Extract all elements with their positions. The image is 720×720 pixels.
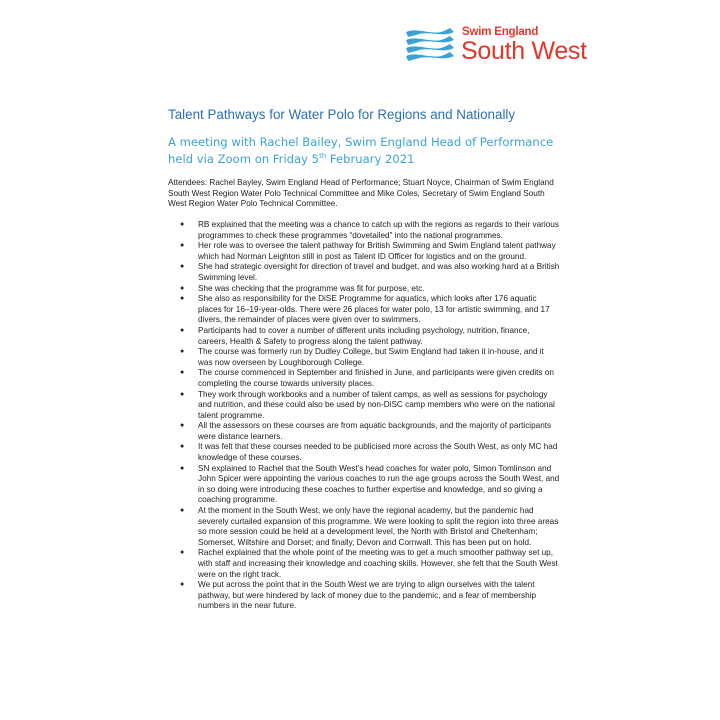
list-item-text: SN explained to Rachel that the South West’s head coaches for water polo, Simon Tomlinson and John Spicer were appointing the various coaches to run the age groups across the South West, and in so doing were introducing these coaches to further expertise and knowledge, and so giving a coaching programme. — [198, 463, 560, 505]
subtitle-date-suffix: th — [319, 151, 327, 160]
list-item-text: The course commenced in September and finished in June, and participants were given credits on completing the course towards university places. — [198, 368, 554, 388]
list-item — [168, 368, 560, 389]
list-item-text: The course was formerly run by Dudley College, but Swim England had taken it in-house, and it was now overseen by Loughborough College. — [198, 347, 544, 367]
list-item-text: Her role was to oversee the talent pathway for British Swimming and Swim England talent pathway which had Norman Leighton still in post as Talent ID Officer for logistics and on the ground. — [198, 241, 556, 261]
bullet-icon: ● — [180, 464, 185, 472]
logo-main-text: South West — [461, 37, 587, 65]
list-item-text: We put across the point that in the South West we are trying to align ourselves with the talent pathway, but were hindered by lack of money due to the pandemic, and a fear of membership numbers in the near future. — [198, 580, 537, 611]
bullet-icon: ● — [180, 443, 185, 451]
list-item-text: RB explained that the meeting was a chance to catch up with the regions as regards to their various programmes to check these programmes “dovetailed” into the national programmes. — [198, 220, 559, 240]
list-item — [168, 421, 560, 442]
list-item — [168, 294, 560, 326]
logo-top-text: Swim England — [462, 26, 539, 38]
subtitle-line-2 — [168, 151, 588, 168]
attendees-paragraph: Attendees: Rachel Bayley, Swim England Head of Performance; Stuart Noyce, Chairman of Swim England South West Region Water Polo Technical Committee and Mike Coles, Secretary of Swim England South West Region Water Polo Technical Committee. — [168, 178, 554, 209]
bullet-icon: ● — [180, 549, 185, 557]
bullet-icon: ● — [180, 221, 185, 228]
bullet-icon: ● — [180, 295, 185, 303]
list-item-text: Participants had to cover a number of different units including psychology, nutrition, finance, careers, Health & Safety to progress along the talent pathway. — [198, 325, 530, 346]
subtitle-date-rest: February 2021 — [326, 151, 415, 166]
subtitle-line-1: A meeting with Rachel Bailey, Swim England Head of Performance — [168, 135, 554, 149]
list-item — [168, 326, 560, 347]
list-item — [168, 548, 560, 580]
list-item — [168, 506, 560, 548]
list-item-text: At the moment in the South West, we only have the regional academy, but the pandemic had severely curtailed expansion of this programme. We were looking to split the region into three areas so more session could be held at a development level, the North with Bristol and Cheltenham; Somerset, Wiltshire and Dorset; and finally, Devon and Cornwall. This has been put on hold. — [198, 506, 559, 547]
list-item — [168, 580, 560, 612]
list-item — [168, 262, 560, 283]
list-item-text: They work through workbooks and a number of talent camps, as well as sessions for psychology and nutrition, and these could also be used by non-DiSC camp members who were on the national talent programme. — [198, 389, 555, 420]
swim-england-south-west-logo — [404, 22, 604, 68]
list-item-text: She had strategic oversight for direction of travel and budget, and was also working hard at a British Swimming level. — [198, 262, 560, 282]
document-title: Talent Pathways for Water Polo for Regions and Nationally — [168, 107, 516, 122]
list-item-text: It was felt that these courses needed to be publicised more across the South West, as only MC had knowledge of these courses. — [198, 442, 558, 463]
bullet-icon: ● — [180, 348, 185, 356]
bullet-icon: ● — [180, 581, 185, 589]
list-item-text: Rachel explained that the whole point of the meeting was to get a much smoother pathway set up, with staff and increasing their knowledge and coaching skills. However, she felt that the South West were on the right track. — [198, 548, 558, 579]
bullet-icon: ● — [180, 263, 185, 271]
list-item — [168, 220, 560, 241]
bullet-icon: ● — [180, 369, 185, 377]
list-item — [168, 347, 560, 368]
bullet-icon: ● — [180, 242, 185, 250]
list-item — [168, 442, 560, 463]
list-item — [168, 390, 560, 422]
bullet-icon: ● — [180, 284, 185, 292]
meeting-notes-list — [168, 220, 560, 612]
bullet-icon: ● — [180, 507, 185, 515]
wave-stripes-icon — [404, 26, 458, 68]
bullet-icon: ● — [180, 422, 185, 430]
list-item — [168, 464, 560, 506]
list-item — [168, 284, 560, 295]
list-item-text: She was checking that the programme was fit for purpose, etc. — [198, 283, 425, 293]
list-item-text: She also as responsibility for the DiSE Programme for aquatics, which looks after 176 aquatic places for 16–19-year-olds. There were 26 places for water polo, 13 for artistic swimming, and 17 divers, the remainder of places were given over to swimmers. — [198, 294, 550, 325]
document-subtitle — [168, 134, 588, 167]
bullet-icon: ● — [180, 390, 185, 398]
bullet-icon: ● — [180, 326, 185, 334]
subtitle-date-prefix: held via Zoom on Friday 5 — [168, 151, 320, 166]
list-item — [168, 241, 560, 262]
list-item-text: All the assessors on these courses are from aquatic backgrounds, and the majority of participants were distance learners. — [198, 421, 552, 441]
